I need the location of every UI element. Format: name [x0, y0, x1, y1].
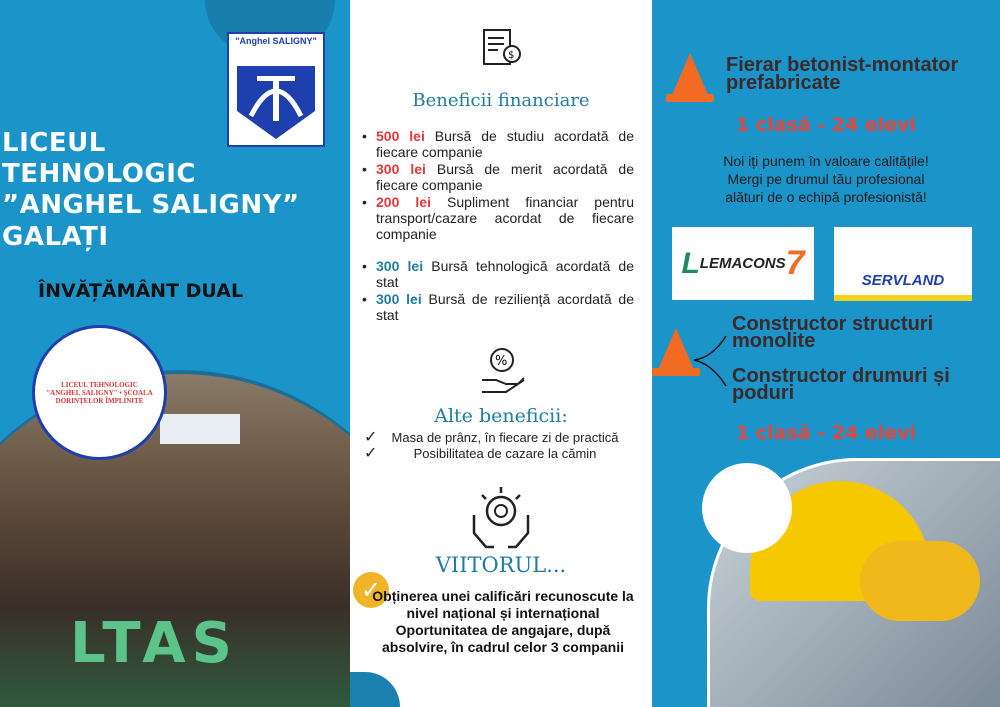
badge-check-icon: ✓: [353, 572, 389, 608]
list-item: • 300 lei Bursă tehnologică acordată de stat: [376, 258, 634, 290]
title-line: ”ANGHEL SALIGNY”: [2, 190, 300, 221]
future-item: Obținerea unei calificări recunoscute la nivel național și internațional: [372, 588, 634, 621]
school-title: [2, 128, 300, 253]
financial-benefits-list: [350, 128, 652, 324]
middle-panel: [350, 0, 652, 707]
job-title: Fierar betonist-montator prefabricate: [726, 54, 959, 94]
list-item: • 500 lei Bursă de studiu acordată de fiecare companie: [376, 128, 634, 160]
logo-emblem-icon: [229, 46, 323, 141]
list-item: • 300 lei Bursă de merit acordată de fiecare companie: [376, 161, 634, 193]
photo-letters: LTAS: [70, 611, 238, 676]
job-title: Constructor structuri monolite: [732, 313, 934, 352]
list-item: ✓ Posibilitatea de cazare la cămin: [364, 445, 597, 462]
other-benefits-heading: Alte beneficii:: [434, 405, 568, 427]
svg-text:%: %: [495, 354, 508, 369]
class-count: 1 clasă - 24 elevi: [736, 422, 916, 444]
left-panel: [0, 0, 350, 707]
motto-line: Noi iți punem în valoare calitățile!: [723, 153, 929, 169]
future-item: Oportunitatea de angajare, după absolvire, în cadrul celor 3 companii: [382, 622, 624, 655]
motto-line: Mergi pe drumul tău profesional: [727, 171, 925, 187]
invoice-dollar-icon: [478, 26, 524, 70]
traffic-cone-icon: [672, 53, 708, 95]
photo-banner: [160, 414, 240, 444]
financial-benefits-heading: Beneficii financiare: [412, 90, 590, 111]
decorative-circle: [702, 463, 792, 553]
branch-arrows-icon: [692, 330, 732, 390]
motto: [652, 152, 1000, 206]
cone-base: [666, 94, 714, 102]
title-line: GALAȚI: [2, 221, 109, 252]
svg-text:$: $: [508, 50, 515, 61]
check-icon: ✓: [364, 429, 378, 446]
list-item: • 200 lei Supliment financiar pentru transport/cazare acordat de fiecare companie: [376, 194, 634, 242]
decorative-circle: [350, 672, 400, 707]
list-item: • 300 lei Bursă de reziliență acordată de stat: [376, 291, 634, 323]
hand-percent-icon: [480, 346, 526, 396]
future-heading: VIITORUL...: [435, 553, 567, 577]
title-line: LICEUL: [2, 128, 106, 158]
innovation-hands-icon: [468, 485, 534, 551]
logo-caption: "Anghel SALIGNY": [235, 36, 317, 46]
right-panel: [652, 0, 1000, 707]
seal-text: LICEUL TEHNOLOGIC "ANGHEL SALIGNY" • ȘCOALA DORINȚELOR ÎMPLINITE: [46, 380, 153, 405]
school-seal: [32, 325, 167, 460]
traffic-cone-icon: [658, 328, 694, 370]
check-icon: ✓: [364, 445, 378, 462]
job-title: Constructor drumuri și poduri: [732, 365, 950, 404]
glove: [860, 541, 980, 621]
motto-line: alături de o echipă profesionistă!: [725, 189, 927, 205]
lemacons-logo: L LEMACONS 7: [672, 227, 814, 300]
subtitle: ÎNVĂȚĂMÂNT DUAL: [38, 280, 244, 302]
servland-logo: SERVLAND: [834, 227, 972, 301]
list-item: ✓ Masa de prânz, în fiecare zi de practică: [364, 429, 619, 446]
title-line: TEHNOLOGIC: [2, 159, 196, 190]
other-benefits-list: [364, 429, 640, 462]
class-count: 1 clasă - 24 elevi: [736, 114, 916, 136]
future-list: [362, 588, 644, 656]
